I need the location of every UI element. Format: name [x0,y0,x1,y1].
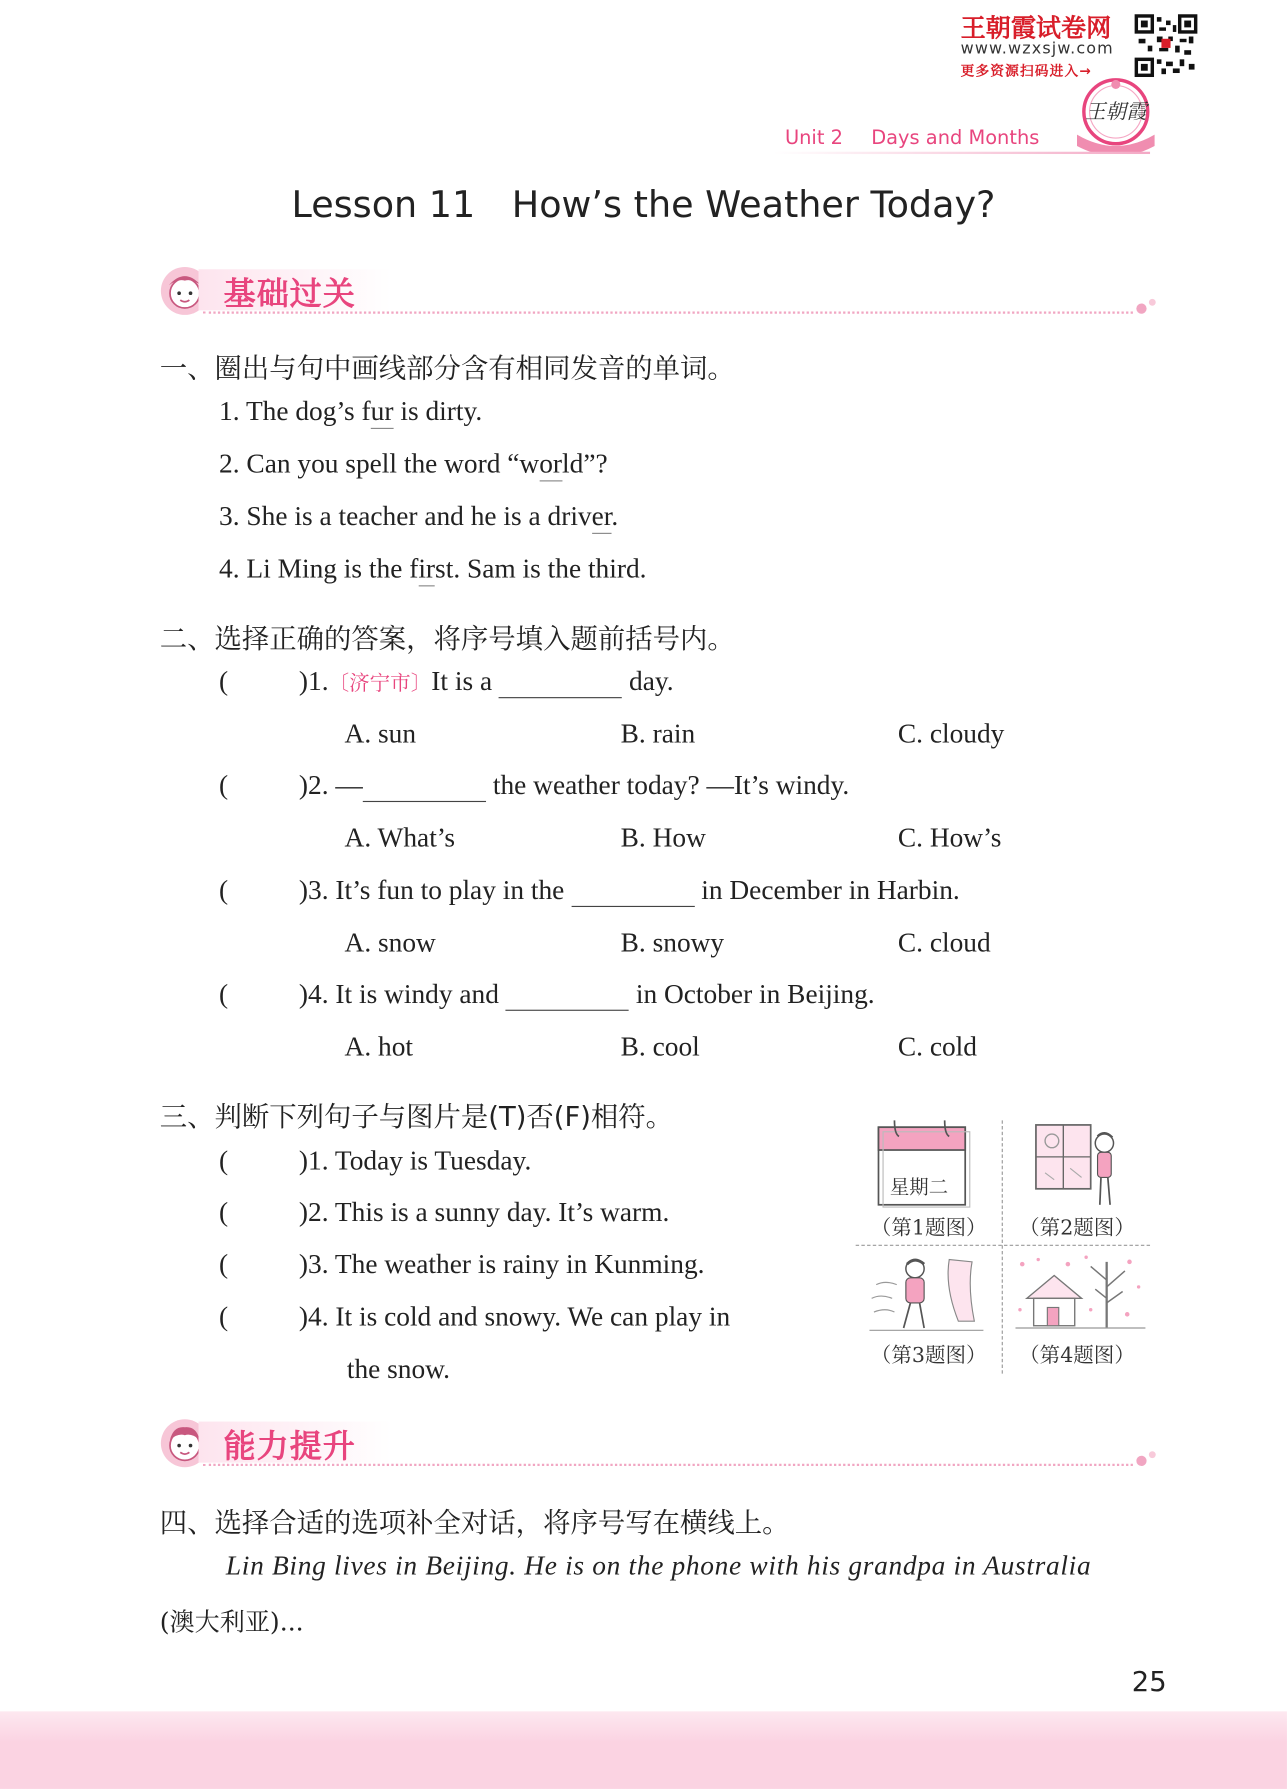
section4-intro-cont: (澳大利亚)... [159,1608,304,1638]
s2-q2-bracket[interactable]: ( [219,771,229,801]
caption-2: （第2题图） [1019,1216,1135,1241]
s2-q2-opt-c: C. How’s [897,823,1002,854]
source-tag: 〔济宁市〕 [328,671,432,696]
section3-heading: 三、判断下列句子与图片是(T)否(F)相符。 [159,1100,674,1133]
banner-advanced [157,1417,1161,1469]
s3-bracket-3[interactable]: ( [219,1250,229,1281]
windy-boy-icon [869,1253,983,1340]
brand-site[interactable]: www.wzxsjw.com [960,39,1114,59]
s1-item-1: 1. The dog’s fur is dirty. [219,397,482,428]
footer-band [0,1711,1287,1789]
s2-q4-opt-c: C. cold [897,1032,977,1063]
s3-item-2: )2. This is a sunny day. It’s warm. [298,1197,670,1228]
brand-seal-text: 王朝霞 [1084,100,1147,124]
s2-q3-opt-c: C. cloud [897,928,991,959]
page-title [0,183,1287,226]
brand-cta: 更多资源扫码进入→ [960,62,1092,79]
s2-q1-opt-a: A. sun [344,719,417,750]
s2-q1-opt-b: B. rain [620,719,696,750]
answer-blank[interactable] [506,985,629,1011]
answer-blank[interactable] [571,881,694,907]
page-number: 25 [1131,1665,1167,1698]
s3-bracket-1[interactable]: ( [219,1146,229,1177]
s2-q1: )1.〔济宁市〕It is a day. [298,667,674,698]
s2-q3-bracket[interactable]: ( [219,876,229,906]
caption-1: （第1题图） [870,1216,987,1241]
s2-q2-opt-b: B. How [620,823,706,854]
s3-bracket-2[interactable]: ( [219,1197,229,1228]
s2-q3: )3. It’s fun to play in the in December in Harbin. [298,876,960,906]
banner-basic-label: 基础过关 [223,274,356,313]
section4-intro: Lin Bing lives in Beijing. He is on the phone with his grandpa in Australia [225,1551,1092,1582]
s2-q1-bracket[interactable]: ( [219,667,229,698]
s2-q2-opt-a: A. What’s [344,823,456,854]
picture-grid [853,1116,1152,1378]
snowy-scene-icon [1015,1253,1145,1340]
s1-item-4: 4. Li Ming is the first. Sam is the third. [219,554,646,585]
s2-q3-opt-b: B. snowy [620,928,725,959]
calendar-text: 星期二 [889,1176,949,1200]
s3-item-3: )3. The weather is rainy in Kunming. [298,1250,705,1281]
s1-item-3: 3. She is a teacher and he is a driver. [219,502,618,533]
section2-heading: 二、选择正确的答案，将序号填入题前括号内。 [159,622,735,655]
s3-bracket-4[interactable]: ( [219,1302,229,1333]
section4-heading: 四、选择合适的选项补全对话，将序号写在横线上。 [159,1507,790,1540]
unit-number: Unit 2 [784,126,843,150]
unit-label [785,127,1039,150]
banner-advanced-label: 能力提升 [223,1427,356,1465]
header-rule [774,152,1150,154]
s2-q4-bracket[interactable]: ( [219,980,229,1010]
answer-blank[interactable] [499,672,622,698]
caption-3: （第3题图） [870,1343,987,1368]
banner-basic [157,265,1161,317]
section1-heading: 一、圈出与句中画线部分含有相同发音的单词。 [159,352,735,385]
s2-q3-opt-a: A. snow [344,928,436,959]
answer-blank[interactable] [363,776,486,802]
lesson-title: How’s the Weather Today? [511,182,996,226]
s3-item-4: )4. It is cold and snowy. We can play in [298,1302,731,1333]
s3-item-1: )1. Today is Tuesday. [298,1146,532,1177]
s2-q2: )2. — the weather today? —It’s windy. [298,771,850,801]
qr-code-icon[interactable] [1134,14,1198,78]
s1-item-2: 2. Can you spell the word “world”? [219,450,608,481]
unit-title: Days and Months [871,126,1040,150]
s2-q1-opt-c: C. cloudy [897,719,1005,750]
caption-4: （第4题图） [1019,1343,1135,1368]
sunny-window-icon [1025,1118,1128,1212]
s2-q4-opt-a: A. hot [344,1032,414,1063]
brand-name: 王朝霞试卷网 [960,14,1112,44]
s3-item-4-cont: the snow. [346,1355,451,1386]
s2-q4: )4. It is windy and in October in Beijing. [298,980,875,1010]
lesson-number: Lesson 11 [291,182,476,226]
s2-q4-opt-b: B. cool [620,1032,700,1063]
